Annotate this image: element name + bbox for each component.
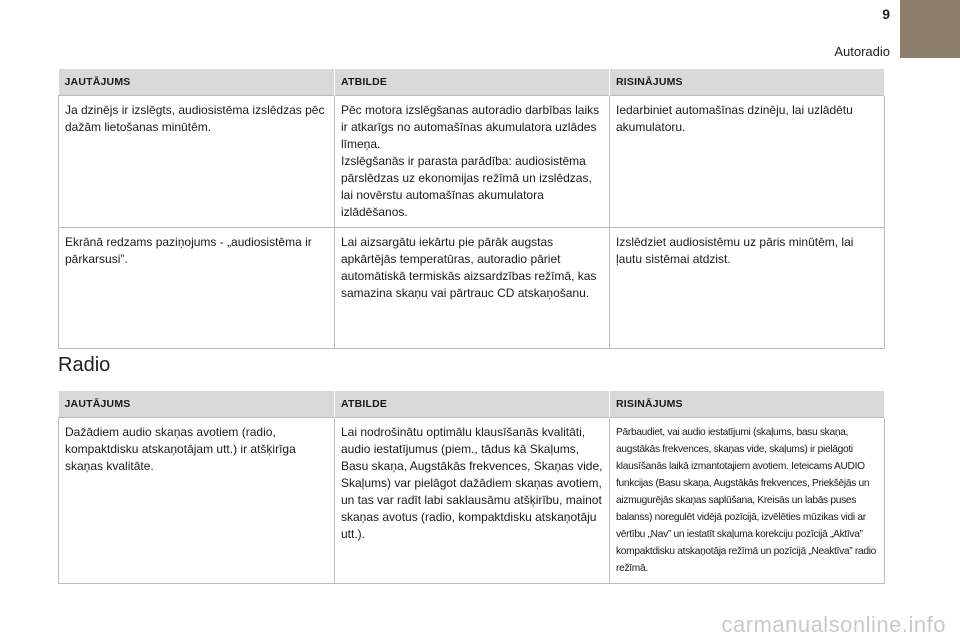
column-header-answer: ATBILDE <box>335 69 610 96</box>
radio-troubleshooting-table <box>58 391 885 584</box>
column-header-solution: RISINĀJUMS <box>610 391 885 418</box>
table-header-row <box>59 69 885 96</box>
answer-cell: Pēc motora izslēgšanas autoradio darbības laiks ir atkarīgs no automašīnas akumulatora uzlādes līmeņa. Izslēgšanās ir parasta parādība: audiosistēma pārslēdzas uz ekonomijas režīmā un izslēdzas, lai novērstu automašīnas akumulatora izlādēšanos. <box>335 96 610 228</box>
chapter-tab <box>900 0 960 58</box>
table-header-row <box>59 391 885 418</box>
radio-heading: Radio <box>58 354 111 376</box>
page-number: 9 <box>882 6 890 22</box>
solution-cell: Iedarbiniet automašīnas dzinēju, lai uzlādētu akumulatoru. <box>610 96 885 228</box>
column-header-question: JAUTĀJUMS <box>59 69 335 96</box>
solution-cell: Pārbaudiet, vai audio iestatījumi (skaļums, basu skaņa, augstākās frekvences, skaņas vide, skaļums) ir pielāgoti klausīšanās laikā izmantotajiem avotiem. Ieteicams AUDIO funkcijas (Basu skaņa, Augstākās frekvences, Priekšējās un aizmugurējās skaņas saplūšana, Kreisās un labās puses balanss) noregulēt vidējā pozīcijā, izvēlēties mūzikas vidi ar vērtību „Nav” un iestatīt skaļuma korekciju pozīcijā „Aktīva” kompaktdisku atskaņotāja režīmā un pozīcijā „Neaktīva” radio režīmā. <box>610 418 885 584</box>
column-header-solution: RISINĀJUMS <box>610 69 885 96</box>
question-cell: Dažādiem audio skaņas avotiem (radio, kompaktdisku atskaņotājam utt.) ir atšķirīga skaņas kvalitāte. <box>59 418 335 584</box>
solution-cell: Izslēdziet audiosistēmu uz pāris minūtēm, lai ļautu sistēmai atdzist. <box>610 228 885 349</box>
question-cell: Ekrānā redzams paziņojums - „audiosistēma ir pārkarsusi”. <box>59 228 335 349</box>
section-title: Autoradio <box>834 44 890 59</box>
troubleshooting-table <box>58 69 885 349</box>
answer-cell: Lai aizsargātu iekārtu pie pārāk augstas apkārtējās temperatūras, autoradio pāriet automātiskā termiskās aizsardzības režīmā, kas samazina skaņu vai pārtrauc CD atskaņošanu. <box>335 228 610 349</box>
question-cell: Ja dzinējs ir izslēgts, audiosistēma izslēdzas pēc dažām lietošanas minūtēm. <box>59 96 335 228</box>
table-row <box>59 96 885 228</box>
answer-cell: Lai nodrošinātu optimālu klausīšanās kvalitāti, audio iestatījumus (piem., tādus kā Skaļums, Basu skaņa, Augstākās frekvences, Skaņas vide, Skaļums) var pielāgot dažādiem skaņas avotiem, un tas var radīt labi saklausāmu atšķirību, mainot skaņas avotus (radio, kompaktdisku atskaņotāju utt.). <box>335 418 610 584</box>
table-row <box>59 418 885 584</box>
column-header-question: JAUTĀJUMS <box>59 391 335 418</box>
table-row <box>59 228 885 349</box>
column-header-answer: ATBILDE <box>335 391 610 418</box>
watermark: carmanualsonline.info <box>721 612 946 637</box>
